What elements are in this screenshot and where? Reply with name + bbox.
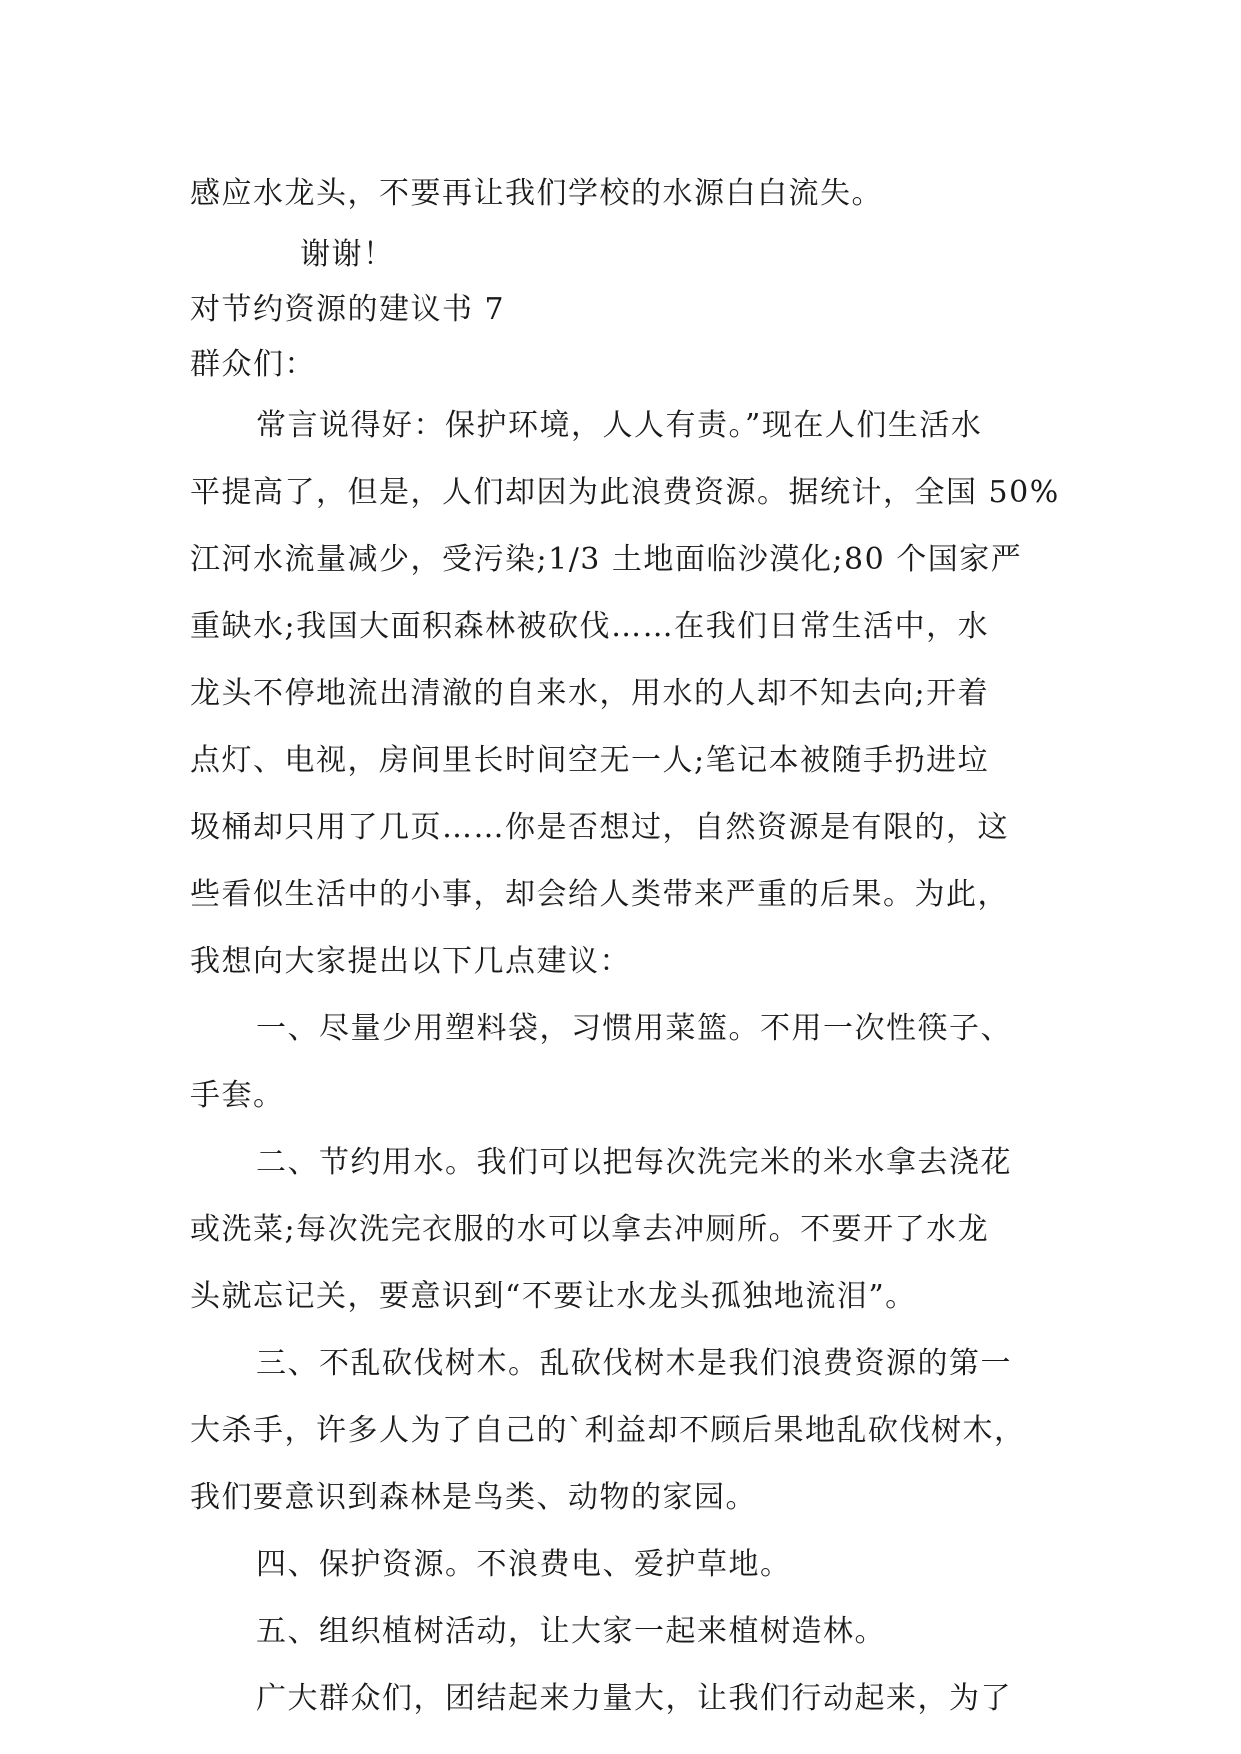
suggestion-2-line: 头就忘记关，要意识到“不要让水龙头孤独地流泪”。 xyxy=(190,1279,917,1314)
suggestion-1-line: 一、尽量少用塑料袋，习惯用菜篮。不用一次性筷子、 xyxy=(256,1011,1012,1046)
suggestion-3-line: 大杀手，许多人为了自己的`利益却不顾后果地乱砍伐树木， xyxy=(190,1413,1026,1448)
suggestion-3-line: 我们要意识到森林是鸟类、动物的家园。 xyxy=(190,1480,757,1515)
suggestion-5-line: 五、组织植树活动，让大家一起来植树造林。 xyxy=(256,1614,886,1649)
salutation: 群众们： xyxy=(190,347,316,382)
suggestion-1-line: 手套。 xyxy=(190,1078,285,1113)
paragraph-line: 些看似生活中的小事，却会给人类带来严重的后果。为此， xyxy=(190,877,1009,912)
suggestion-3-line: 三、不乱砍伐树木。乱砍伐树木是我们浪费资源的第一 xyxy=(256,1346,1012,1381)
paragraph-line: 重缺水;我国大面积森林被砍伐……在我们日常生活中，水 xyxy=(190,609,990,644)
suggestion-2-line: 二、节约用水。我们可以把每次洗完米的米水拿去浇花 xyxy=(256,1145,1012,1180)
thanks-line: 谢谢！ xyxy=(300,237,395,272)
paragraph-line: 常言说得好：保护环境，人人有责。”现在人们生活水 xyxy=(256,408,983,443)
section-title: 对节约资源的建议书 7 xyxy=(190,292,506,327)
paragraph-line: 我想向大家提出以下几点建议： xyxy=(190,944,631,979)
paragraph-line: 平提高了，但是，人们却因为此浪费资源。据统计，全国 50% xyxy=(190,475,1060,510)
closing-line: 广大群众们，团结起来力量大，让我们行动起来，为了 xyxy=(256,1681,1012,1716)
paragraph-line: 龙头不停地流出清澈的自来水，用水的人却不知去向;开着 xyxy=(190,676,990,711)
paragraph-line: 点灯、电视，房间里长时间空无一人;笔记本被随手扔进垃 xyxy=(190,743,990,778)
suggestion-2-line: 或洗菜;每次洗完衣服的水可以拿去冲厕所。不要开了水龙 xyxy=(190,1212,990,1247)
suggestion-4-line: 四、保护资源。不浪费电、爱护草地。 xyxy=(256,1547,792,1582)
paragraph-line: 感应水龙头，不要再让我们学校的水源白白流失。 xyxy=(190,176,883,211)
document-body xyxy=(190,160,1060,1732)
paragraph-line: 圾桶却只用了几页……你是否想过，自然资源是有限的，这 xyxy=(190,810,1009,845)
paragraph-line: 江河水流量减少，受污染;1/3 土地面临沙漠化;80 个国家严 xyxy=(190,542,1023,577)
